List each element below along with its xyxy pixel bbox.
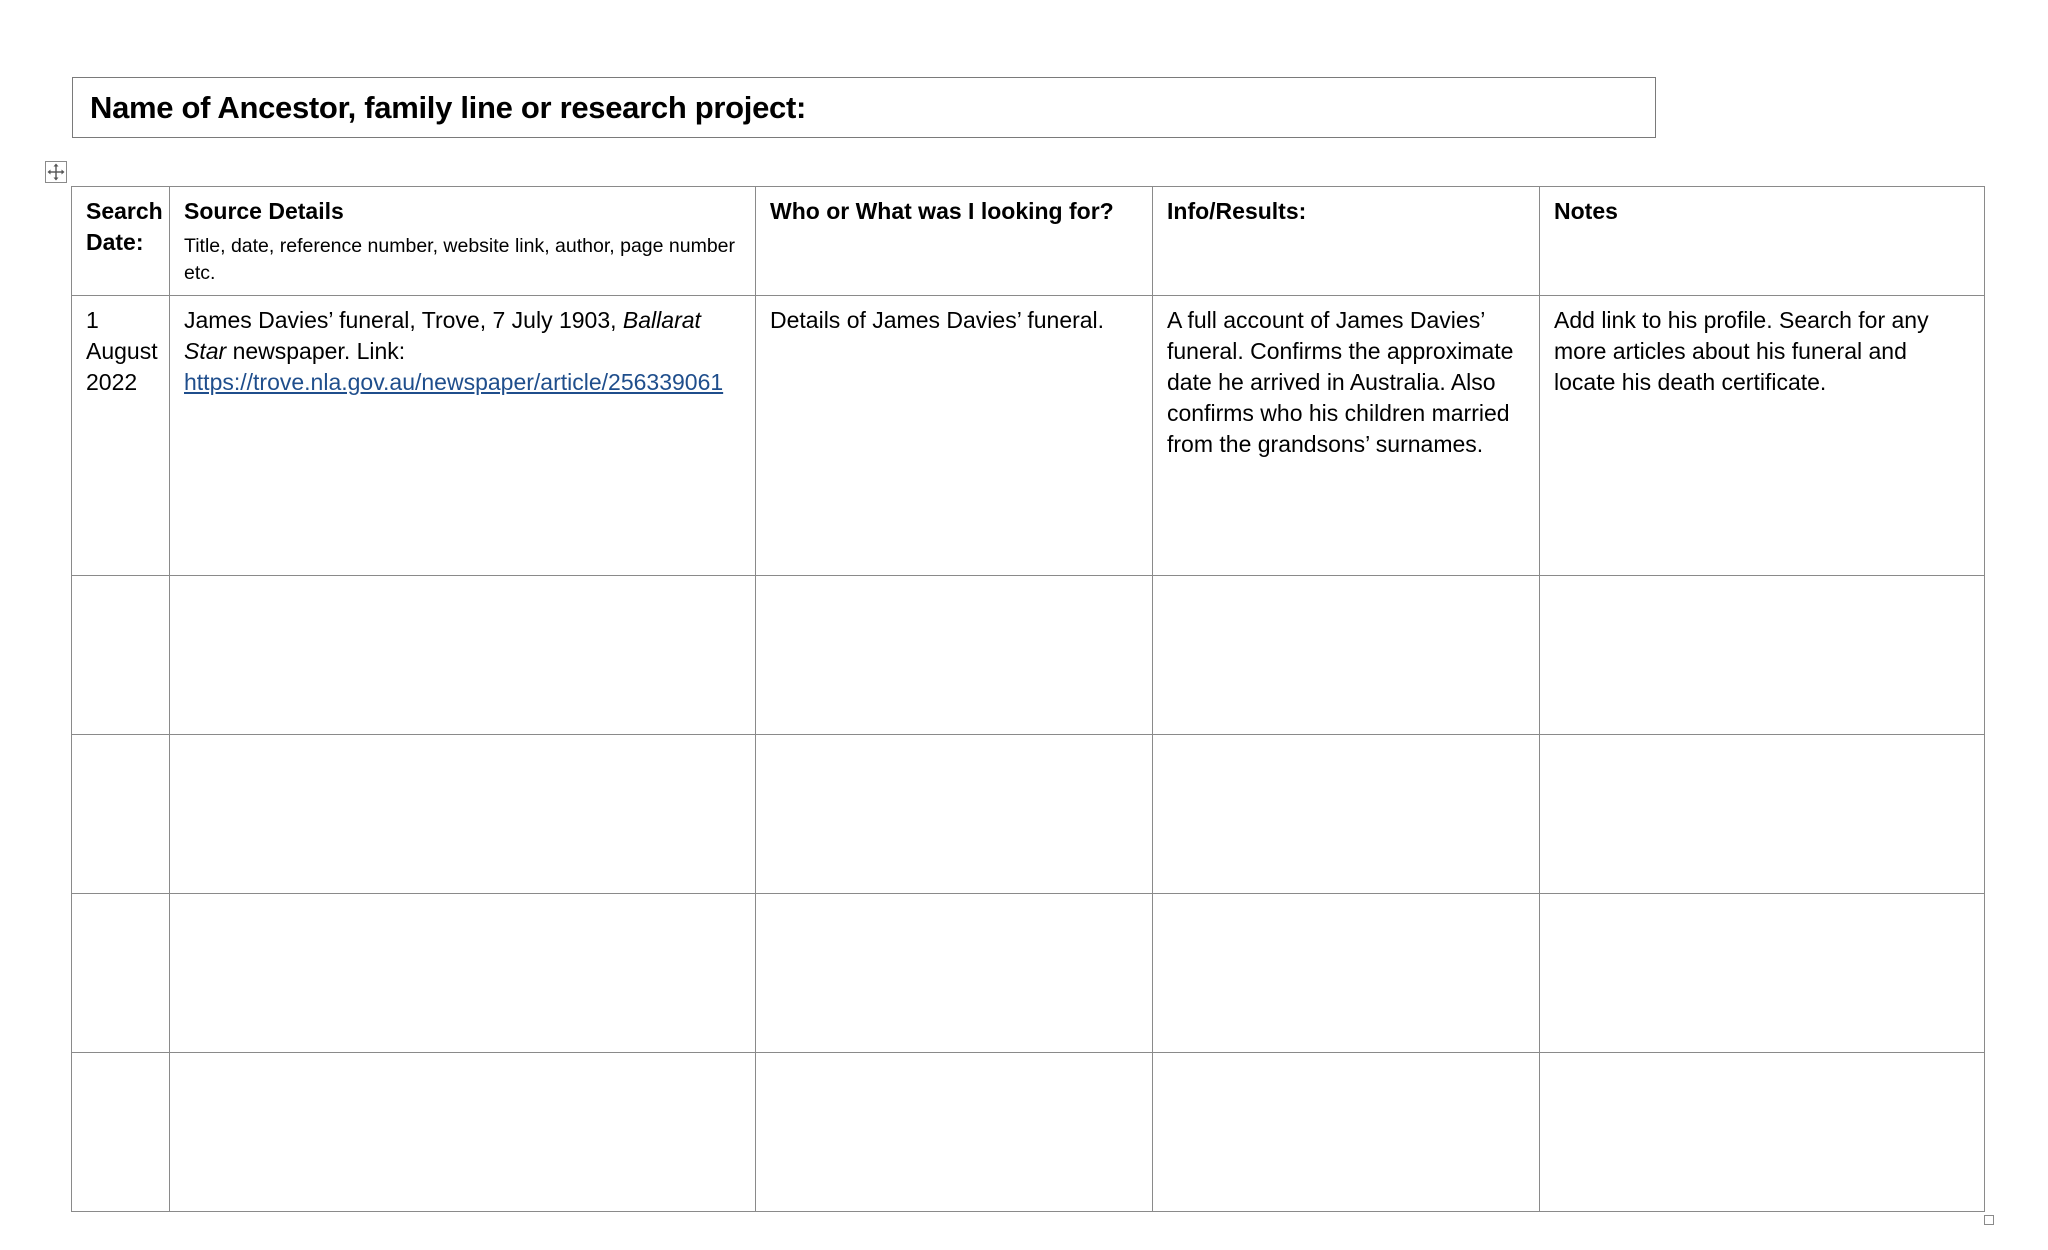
cell-search-date[interactable] [72, 735, 170, 894]
who-what-text: Details of James Davies’ funeral. [770, 307, 1105, 333]
cell-search-date[interactable] [72, 296, 170, 576]
header-notes[interactable] [1540, 187, 1985, 296]
cell-info-results[interactable] [1153, 894, 1540, 1053]
project-title: Name of Ancestor, family line or research project: [90, 89, 807, 125]
cell-who-what[interactable] [756, 735, 1153, 894]
cell-who-what[interactable] [756, 894, 1153, 1053]
project-title-box[interactable] [72, 77, 1656, 138]
cell-source-details[interactable] [170, 735, 756, 894]
header-search-date-label: Search Date: [86, 198, 163, 255]
table-row [72, 576, 1985, 735]
table-row [72, 1053, 1985, 1212]
cell-who-what[interactable] [756, 1053, 1153, 1212]
source-publication: Ballarat Star [184, 307, 701, 364]
source-link[interactable]: https://trove.nla.gov.au/newspaper/article/256339061 [184, 369, 724, 395]
header-info-results[interactable] [1153, 187, 1540, 296]
cell-notes[interactable] [1540, 894, 1985, 1053]
header-search-date[interactable] [72, 187, 170, 296]
table-row [72, 296, 1985, 576]
cell-info-results[interactable] [1153, 576, 1540, 735]
notes-text: Add link to his profile. Search for any more articles about his funeral and locate his death certificate. [1554, 307, 1929, 395]
cell-who-what[interactable] [756, 296, 1153, 576]
cell-search-date[interactable] [72, 894, 170, 1053]
source-text-2: newspaper. Link: [226, 338, 406, 364]
cell-who-what[interactable] [756, 576, 1153, 735]
cell-search-date[interactable] [72, 1053, 170, 1212]
header-source-details-hint: Title, date, reference number, website link, author, page number etc. [184, 235, 736, 284]
search-date-text: 1 August 2022 [86, 307, 158, 395]
table-header-row [72, 187, 1985, 296]
header-notes-label: Notes [1554, 198, 1618, 224]
cell-source-details[interactable] [170, 576, 756, 735]
header-who-what[interactable] [756, 187, 1153, 296]
info-results-text: A full account of James Davies’ funeral. Confirms the approximate date he arrived in Australia. Also confirms who his children married from the grandsons’ surnames. [1167, 307, 1514, 457]
cell-source-details[interactable] [170, 296, 756, 576]
cell-info-results[interactable] [1153, 735, 1540, 894]
cell-notes[interactable] [1540, 296, 1985, 576]
cell-source-details[interactable] [170, 894, 756, 1053]
cell-notes[interactable] [1540, 735, 1985, 894]
cell-search-date[interactable] [72, 576, 170, 735]
cell-info-results[interactable] [1153, 296, 1540, 576]
move-arrows-icon[interactable] [45, 161, 67, 183]
cell-source-details[interactable] [170, 1053, 756, 1212]
header-source-details-label: Source Details [184, 198, 344, 224]
table-row [72, 894, 1985, 1053]
cell-info-results[interactable] [1153, 1053, 1540, 1212]
header-source-details[interactable] [170, 187, 756, 296]
resize-handle-icon[interactable] [1984, 1215, 1994, 1225]
header-info-results-label: Info/Results: [1167, 198, 1307, 224]
header-who-what-label: Who or What was I looking for? [770, 198, 1114, 224]
cell-notes[interactable] [1540, 576, 1985, 735]
table-row [72, 735, 1985, 894]
research-log-table [71, 186, 1985, 1212]
cell-notes[interactable] [1540, 1053, 1985, 1212]
source-text: James Davies’ funeral, Trove, 7 July 1903, [184, 307, 623, 333]
